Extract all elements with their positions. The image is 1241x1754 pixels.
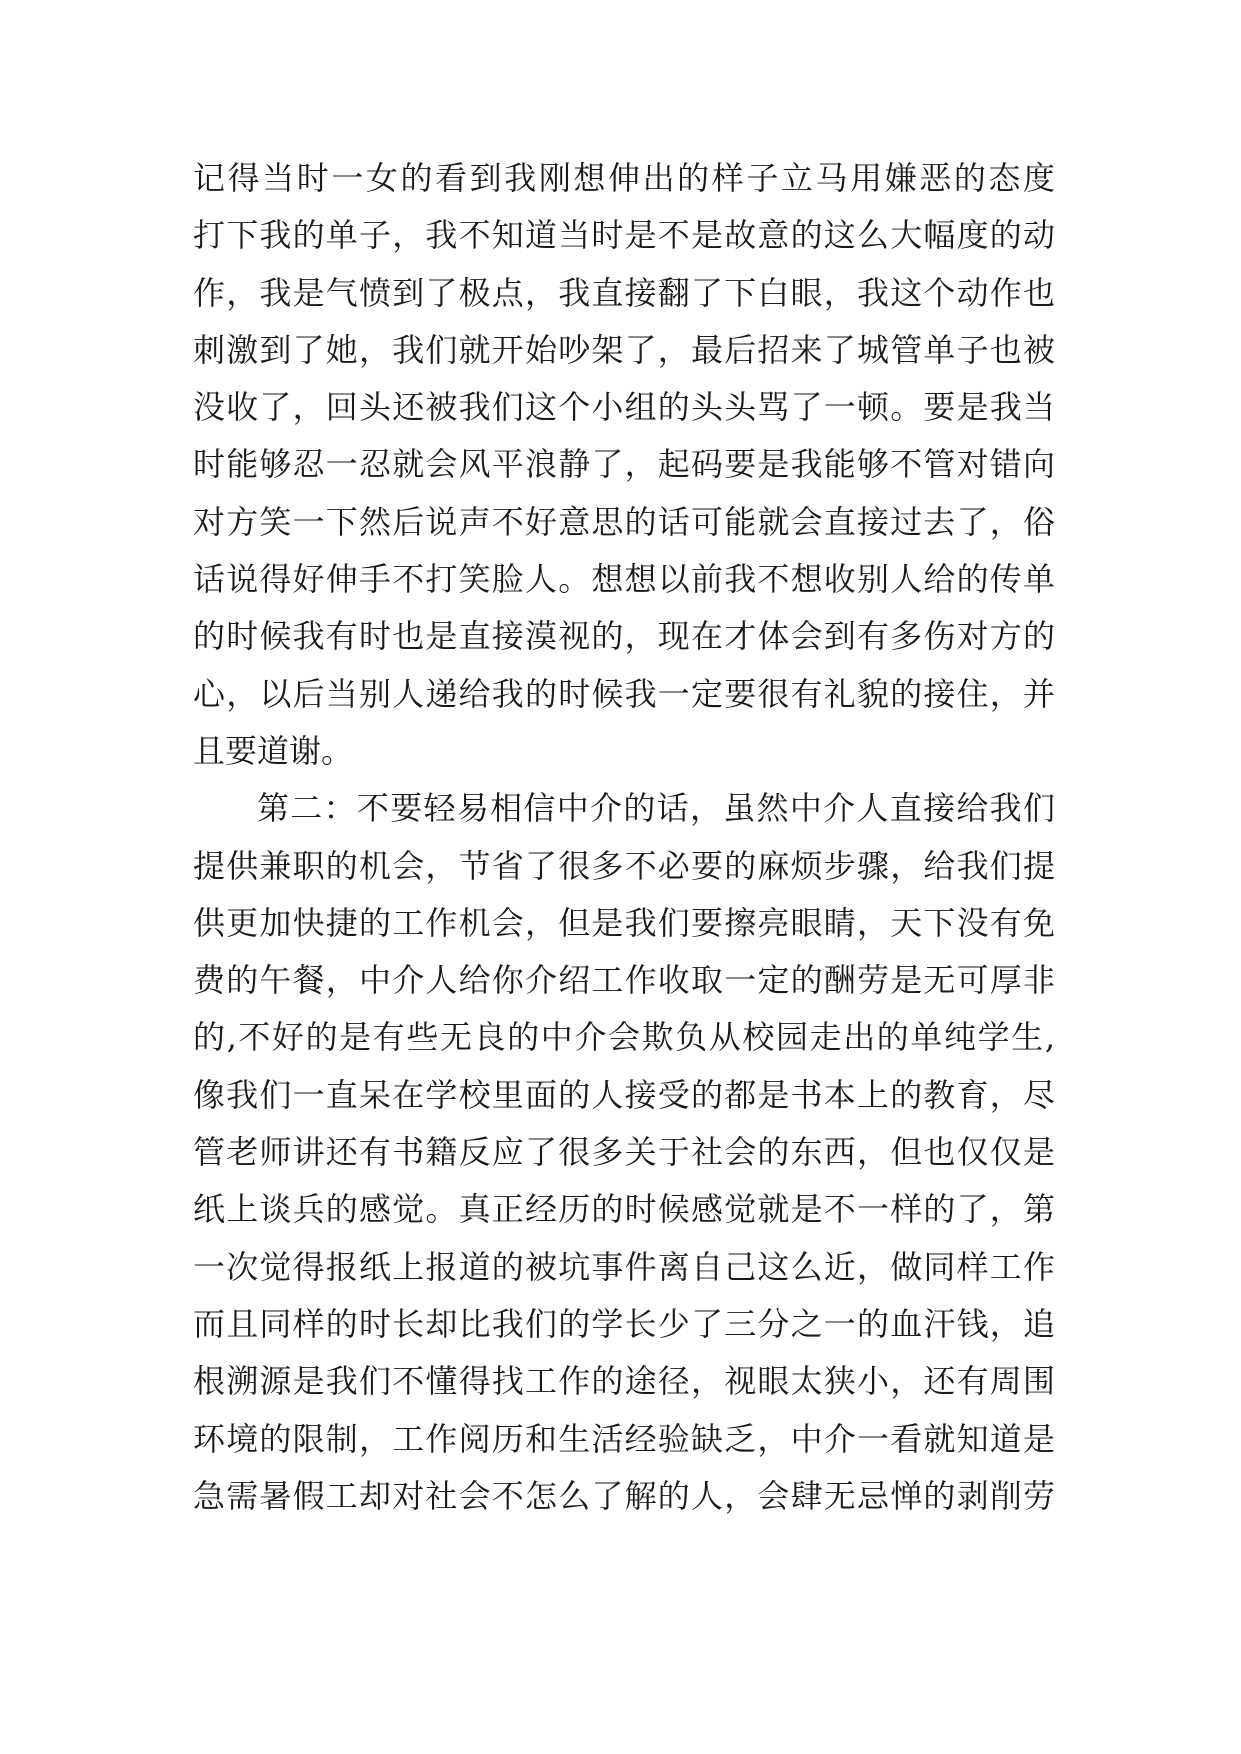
text-line: 提供兼职的机会，节省了很多不必要的麻烦步骤，给我们提 <box>193 846 1055 885</box>
text-line: 对方笑一下然后说声不好意思的话可能就会直接过去了，俗 <box>193 502 1055 541</box>
paragraph-end-line: 且要道谢。 <box>193 731 354 770</box>
text-line: 心，以后当别人递给我的时候我一定要很有礼貌的接住，并 <box>193 674 1055 713</box>
text-line: 一次觉得报纸上报道的被坑事件离自己这么近，做同样工作 <box>193 1247 1055 1286</box>
text-line: 记得当时一女的看到我刚想伸出的样子立马用嫌恶的态度 <box>193 159 1055 197</box>
text-line: 根溯源是我们不懂得找工作的途径，视眼太狭小，还有周围 <box>193 1362 1055 1401</box>
text-line: 没收了，回头还被我们这个小组的头头骂了一顿。要是我当 <box>193 388 1055 427</box>
paragraph-start-line: 第二：不要轻易相信中介的话，虽然中介人直接给我们 <box>257 789 1055 828</box>
text-line: 管老师讲还有书籍反应了很多关于社会的东西，但也仅仅是 <box>193 1133 1055 1172</box>
text-line: 纸上谈兵的感觉。真正经历的时候感觉就是不一样的了，第 <box>193 1190 1055 1229</box>
text-line: 刺激到了她，我们就开始吵架了，最后招来了城管单子也被 <box>193 330 1055 369</box>
text-line: 作，我是气愤到了极点，我直接翻了下白眼，我这个动作也 <box>193 273 1055 312</box>
text-line: 像我们一直呆在学校里面的人接受的都是书本上的教育，尽 <box>193 1075 1055 1114</box>
text-line: 而且同样的时长却比我们的学长少了三分之一的血汗钱，追 <box>193 1304 1055 1343</box>
text-line: 急需暑假工却对社会不怎么了解的人，会肆无忌惮的剥削劳 <box>193 1476 1055 1515</box>
text-line: 环境的限制，工作阅历和生活经验缺乏，中介一看就知道是 <box>193 1419 1055 1458</box>
text-line: 话说得好伸手不打笑脸人。想想以前我不想收别人给的传单 <box>193 560 1055 599</box>
text-line: 打下我的单子，我不知道当时是不是故意的这么大幅度的动 <box>193 216 1055 255</box>
text-line: 时能够忍一忍就会风平浪静了，起码要是我能够不管对错向 <box>193 445 1055 484</box>
text-line: 费的午餐，中介人给你介绍工作收取一定的酬劳是无可厚非 <box>193 961 1055 1000</box>
body-text <box>193 150 1055 1525</box>
text-line: 的时候我有时也是直接漠视的，现在才体会到有多伤对方的 <box>193 617 1055 656</box>
text-line: 供更加快捷的工作机会，但是我们要擦亮眼睛，天下没有免 <box>193 903 1055 942</box>
text-line: 的,不好的是有些无良的中介会欺负从校园走出的单纯学生, <box>193 1018 1055 1057</box>
